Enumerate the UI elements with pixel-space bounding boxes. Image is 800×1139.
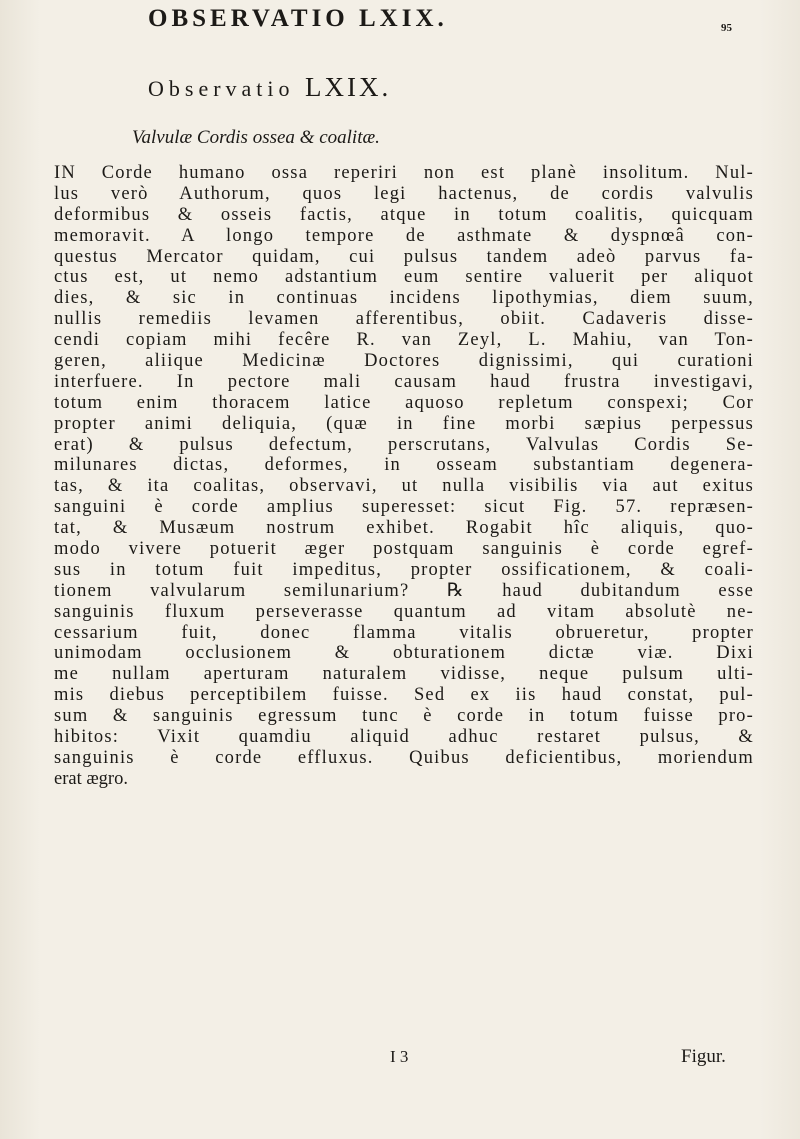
body-line: ctus est, ut nemo adstantium eum sentire valuerit per aliquot	[54, 267, 754, 288]
body-line: erat) & pulsus defectum, perscrutans, Valvulas Cordis Se-	[54, 434, 754, 455]
observation-title-word: Observatio	[148, 76, 295, 101]
body-line: milunares dictas, deformes, in osseam substantiam degenera-	[54, 455, 754, 476]
body-line: hibitos: Vixit quamdiu aliquid adhuc restaret pulsus, &	[54, 727, 754, 748]
body-line: interfuere. In pectore mali causam haud frustra investigavi,	[54, 371, 754, 392]
body-line: propter animi deliquia, (quæ in fine morbi sæpius perpessus	[54, 413, 754, 434]
body-line: dies, & sic in continuas incidens lipothymias, diem suum,	[54, 288, 754, 309]
body-line: lus verò Authorum, quos legi hactenus, de cordis valvulis	[54, 183, 754, 204]
body-line: memoravit. A longo tempore de asthmate & dyspnœâ con-	[54, 225, 754, 246]
observation-title	[148, 72, 391, 103]
body-line: questus Mercator quidam, cui pulsus tandem adeò parvus fa-	[54, 246, 754, 267]
body-line: sanguinis è corde effluxus. Quibus deficientibus, moriendum	[54, 747, 754, 768]
page-number: 95	[721, 22, 732, 34]
body-line: tat, & Musæum nostrum exhibet. Rogabit hîc aliquis, quo-	[54, 518, 754, 539]
body-line: geren, aliique Medicinæ Doctores dignissimi, qui curationi	[54, 351, 754, 372]
body-line: modo vivere potuerit æger postquam sanguinis è corde egref-	[54, 539, 754, 560]
body-line: totum enim thoracem latice aquoso repletum conspexi; Cor	[54, 392, 754, 413]
body-line: me nullam aperturam naturalem vidisse, neque pulsum ulti-	[54, 664, 754, 685]
body-text	[54, 163, 754, 790]
body-line: sus in totum fuit impeditus, propter ossificationem, & coali-	[54, 559, 754, 580]
observation-subtitle: Valvulæ Cordis ossea & coalitæ.	[132, 127, 380, 148]
body-line: sanguini è corde amplius superesset: sicut Fig. 57. repræsen-	[54, 497, 754, 518]
body-line: tionem valvularum semilunarium? ℞ haud dubitandum esse	[54, 580, 754, 601]
body-line: tas, & ita coalitas, observavi, ut nulla visibilis via aut exitus	[54, 476, 754, 497]
signature-mark: I 3	[390, 1047, 409, 1066]
body-line: nullis remediis levamen afferentibus, obiit. Cadaveris disse-	[54, 309, 754, 330]
body-line: mis diebus perceptibilem fuisse. Sed ex iis haud constat, pul-	[54, 685, 754, 706]
body-line: cessarium fuit, donec flamma vitalis obrueretur, propter	[54, 622, 754, 643]
body-line: erat ægro.	[54, 768, 128, 789]
body-line: sum & sanguinis egressum tunc è corde in totum fuisse pro-	[54, 706, 754, 727]
body-line: sanguinis fluxum perseverasse quantum ad vitam absolutè ne-	[54, 601, 754, 622]
body-line: deformibus & osseis factis, atque in totum coalitis, quicquam	[54, 204, 754, 225]
body-line: unimodam occlusionem & obturationem dictæ viæ. Dixi	[54, 643, 754, 664]
catchword: Figur.	[681, 1046, 726, 1067]
running-head: OBSERVATIO LXIX.	[148, 5, 448, 32]
body-line: cendi copiam mihi fecêre R. van Zeyl, L. Mahiu, van Ton-	[54, 330, 754, 351]
body-line: IN Corde humano ossa reperiri non est planè insolitum. Nul-	[54, 163, 754, 183]
observation-title-numeral: LXIX.	[305, 72, 392, 102]
